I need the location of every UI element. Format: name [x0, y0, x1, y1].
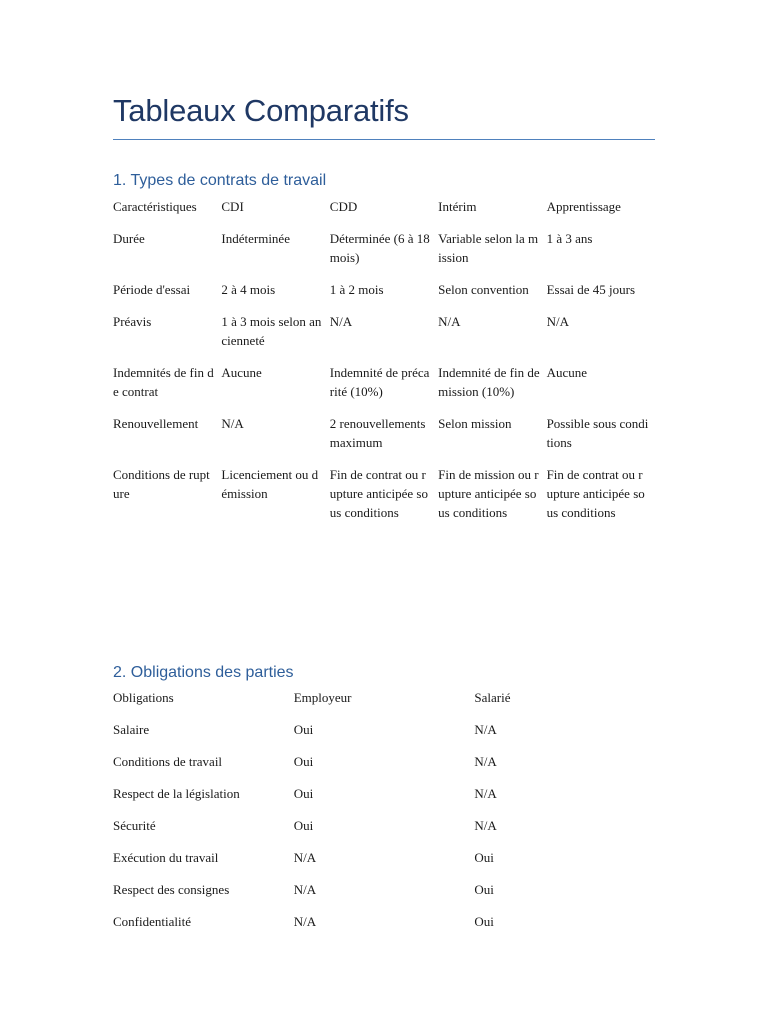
table-cell: 1 à 3 ans	[546, 230, 593, 246]
table-cell: N/A	[438, 313, 461, 329]
table-cell: Fin de contrat ou rupture anticipée sous conditions	[329, 466, 428, 520]
row-label: Exécution du travail	[113, 850, 219, 865]
table-row	[113, 720, 655, 752]
column-header: Obligations	[113, 690, 174, 705]
table-row	[113, 280, 655, 312]
table-header-row	[113, 688, 655, 720]
table-cell: Indemnité de fin de mission (10%)	[438, 364, 540, 399]
table-cell: N/A	[293, 914, 317, 929]
row-label: Sécurité	[113, 818, 156, 833]
table-cell: Aucune	[221, 364, 262, 380]
table-row	[113, 880, 655, 912]
section-heading-obligations: 2. Obligations des parties	[113, 664, 294, 681]
row-label: Période d'essai	[113, 281, 191, 297]
table-row	[113, 363, 655, 414]
table-cell: Oui	[293, 754, 314, 769]
table-cell: Oui	[293, 786, 314, 801]
table-cell: N/A	[474, 754, 497, 769]
table-row	[113, 816, 655, 848]
table-cell: N/A	[221, 415, 244, 431]
row-label: Respect des consignes	[113, 882, 230, 897]
table-cell: Indemnité de précarité (10%)	[329, 364, 430, 399]
table-cell: N/A	[293, 850, 317, 865]
column-header: Intérim	[438, 199, 477, 214]
table-cell: N/A	[293, 882, 317, 897]
table-cell: N/A	[474, 818, 497, 833]
obligations-table	[113, 688, 655, 944]
table-cell: 1 à 2 mois	[329, 281, 384, 297]
table-row	[113, 414, 655, 465]
table-row	[113, 752, 655, 784]
table-cell: N/A	[329, 313, 353, 329]
table-row	[113, 848, 655, 880]
column-header: Caractéristiques	[113, 199, 197, 214]
row-label: Préavis	[113, 313, 152, 329]
table-row	[113, 312, 655, 363]
table-cell: Oui	[293, 722, 314, 737]
table-cell: N/A	[546, 313, 569, 329]
row-label: Respect de la législation	[113, 786, 240, 801]
title-underline	[113, 139, 655, 140]
table-cell: Déterminée (6 à 18 mois)	[329, 230, 430, 265]
table-cell: Licenciement ou démission	[221, 466, 319, 501]
table-cell: Oui	[474, 882, 494, 897]
table-row	[113, 784, 655, 816]
column-header: Apprentissage	[546, 199, 621, 214]
table-cell: 1 à 3 mois selon ancienneté	[221, 313, 322, 348]
table-cell: Oui	[474, 914, 494, 929]
row-label: Renouvellement	[113, 415, 199, 431]
table-cell: Fin de contrat ou rupture anticipée sous conditions	[546, 466, 645, 520]
table-cell: Possible sous conditions	[546, 415, 649, 450]
table-cell: 2 à 4 mois	[221, 281, 276, 297]
row-label: Durée	[113, 230, 145, 246]
row-label: Confidentialité	[113, 914, 191, 929]
row-label: Conditions de rupture	[113, 466, 210, 501]
table-cell: Indéterminée	[221, 230, 290, 246]
table-cell: Selon convention	[438, 281, 529, 297]
column-header: CDD	[329, 199, 358, 214]
column-header: Salarié	[474, 690, 511, 705]
table-row	[113, 465, 655, 535]
contract-types-table	[113, 197, 655, 535]
table-cell: N/A	[474, 786, 497, 801]
table-cell: Oui	[474, 850, 494, 865]
column-header: CDI	[221, 199, 244, 214]
table-cell: 2 renouvellements maximum	[329, 415, 426, 450]
table-row	[113, 229, 655, 280]
table-cell: N/A	[474, 722, 497, 737]
row-label: Salaire	[113, 722, 150, 737]
table-header-row	[113, 197, 655, 229]
table-cell: Essai de 45 jours	[546, 281, 636, 297]
row-label: Indemnités de fin de contrat	[113, 364, 214, 399]
table-cell: Variable selon la mission	[438, 230, 539, 265]
row-label: Conditions de travail	[113, 754, 223, 769]
table-cell: Fin de mission ou rupture anticipée sous conditions	[438, 466, 539, 520]
table-row	[113, 912, 655, 944]
table-cell: Oui	[293, 818, 314, 833]
document-title: Tableaux Comparatifs	[113, 93, 409, 128]
table-cell: Aucune	[546, 364, 587, 380]
table-cell: Selon mission	[438, 415, 512, 431]
column-header: Employeur	[293, 690, 352, 705]
section-heading-contract-types: 1. Types de contrats de travail	[113, 172, 327, 189]
